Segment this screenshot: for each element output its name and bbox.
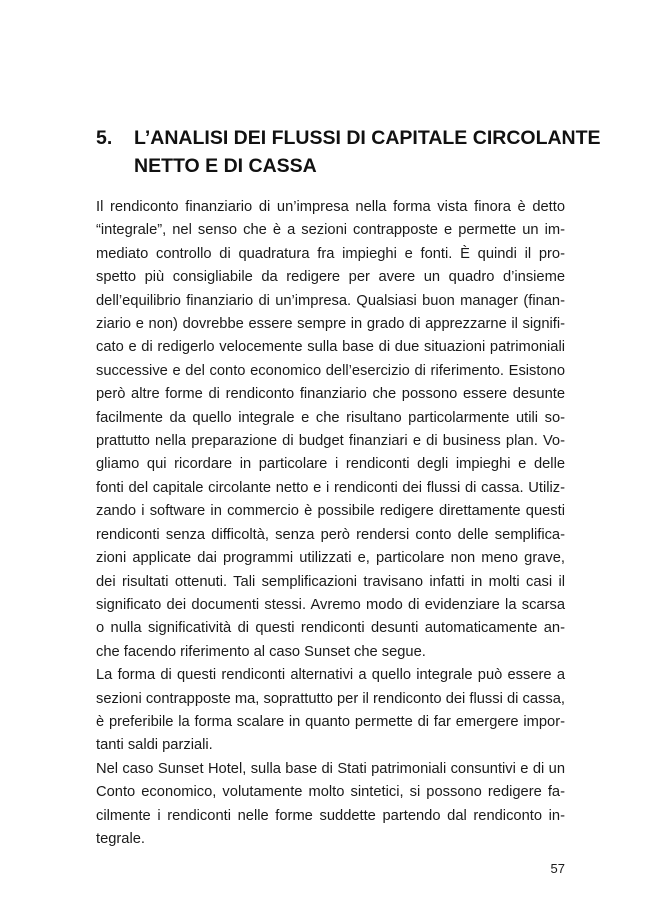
text-line: spetto più consigliabile da redigere per avere un quadro d’insieme: [96, 269, 565, 286]
heading-line: NETTO E DI CASSA: [134, 155, 317, 177]
heading-number: 5.: [96, 127, 113, 149]
text-line: zando i software in commercio è possibile redigere direttamente questi: [96, 503, 565, 520]
page-number: 57: [550, 861, 565, 876]
text-line: cilmente i rendiconti nelle forme suddette partendo dal rendiconto in-: [96, 807, 565, 824]
text-line: facilmente da quello integrale e che risultano particolarmente utili so-: [96, 409, 565, 426]
text-line: ziario e non) dovrebbe essere sempre in grado di apprezzarne il signifi-: [96, 316, 565, 333]
text-line: prattutto nella preparazione di budget finanziari e di business plan. Vo-: [96, 433, 565, 450]
text-line: La forma di questi rendiconti alternativi a quello integrale può essere a: [96, 667, 565, 684]
text-line: però altre forme di rendiconto finanziario che possono essere desunte: [96, 386, 565, 403]
text-line: mediato controllo di quadratura fra impieghi e fonti. È quindi il pro-: [96, 245, 565, 262]
text-line: rendiconti senza difficoltà, senza però rendersi conto delle semplifica-: [96, 526, 565, 543]
text-line: “integrale”, nel senso che è a sezioni contrapposte e permette un im-: [96, 222, 565, 239]
text-line: Conto economico, volutamente molto sintetici, si possono redigere fa-: [96, 784, 565, 801]
heading-line: L’ANALISI DEI FLUSSI DI CAPITALE CIRCOLANTE: [134, 127, 601, 149]
text-line: tanti saldi parziali.: [96, 737, 213, 754]
text-line: dei risultati ottenuti. Tali semplificazioni travisano infatti in molti casi il: [96, 573, 565, 590]
text-line: o nulla significatività di questi rendiconti desunti automaticamente an-: [96, 620, 565, 637]
text-line: significato dei documenti stessi. Avremo modo di evidenziare la scarsa: [96, 596, 565, 613]
body-text: [96, 196, 565, 851]
text-line: tegrale.: [96, 830, 145, 847]
text-line: è preferibile la forma scalare in quanto permette di far emergere impor-: [96, 713, 565, 730]
text-line: Il rendiconto finanziario di un’impresa nella forma vista finora è detto: [96, 199, 565, 215]
text-line: fonti del capitale circolante netto e i rendiconti dei flussi di cassa. Utiliz-: [96, 479, 565, 496]
text-line: che facendo riferimento al caso Sunset che segue.: [96, 643, 426, 660]
text-line: cato e di redigerlo velocemente sulla base di due situazioni patrimoniali: [96, 339, 565, 356]
text-line: sezioni contrapposte ma, soprattutto per il rendiconto dei flussi di cassa,: [96, 690, 565, 707]
heading-title: [134, 124, 601, 180]
chapter-heading: [96, 124, 601, 180]
text-line: successive e del conto economico dell’esercizio di riferimento. Esistono: [96, 362, 565, 379]
text-line: Nel caso Sunset Hotel, sulla base di Stati patrimoniali consuntivi e di un: [96, 760, 565, 777]
text-line: dell’equilibrio finanziario di un’impresa. Qualsiasi buon manager (finan-: [96, 292, 565, 309]
text-line: zioni applicate dai programmi utilizzati e, particolare non meno grave,: [96, 550, 565, 567]
text-line: gliamo qui ricordare in particolare i rendiconti degli impieghi e delle: [96, 456, 565, 473]
